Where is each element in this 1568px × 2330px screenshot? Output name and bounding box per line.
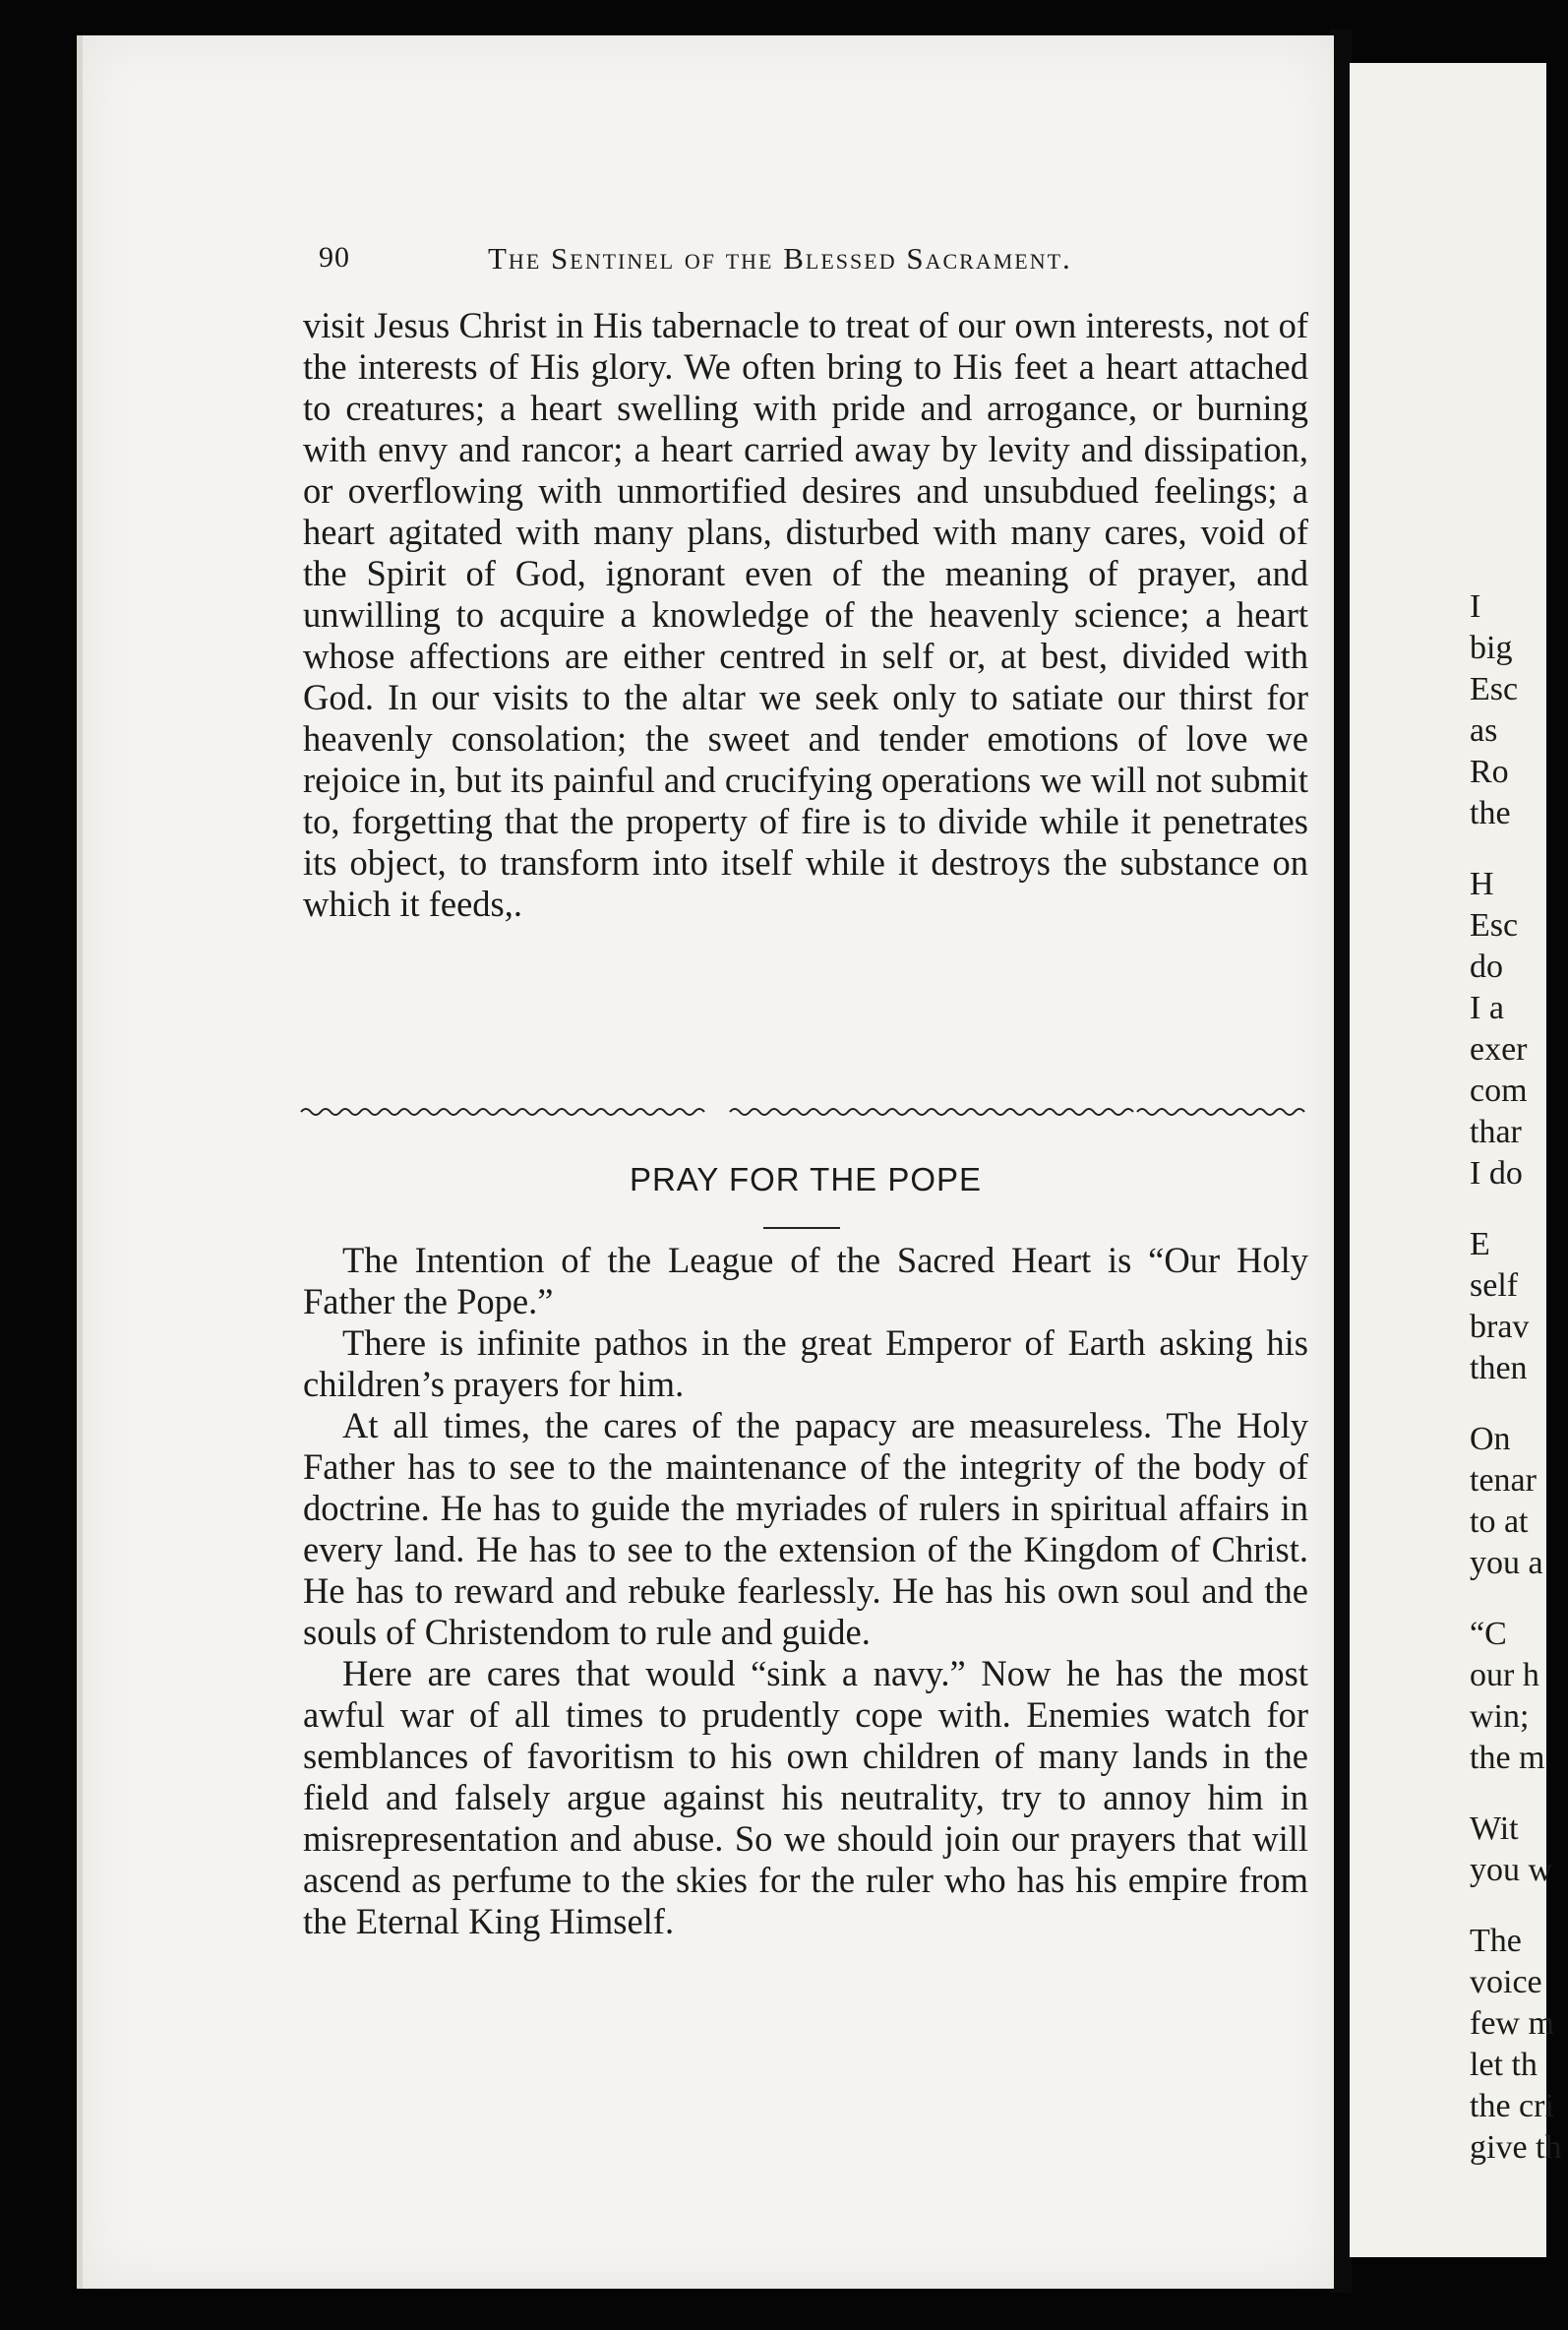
fragment: voice [1470, 1964, 1542, 2000]
fragment: The [1470, 1923, 1522, 1959]
fragment: the m [1470, 1740, 1545, 1776]
article-continuation [303, 305, 1308, 925]
heading-rule [763, 1227, 840, 1229]
page-number: 90 [319, 241, 350, 274]
fragment: tenar [1470, 1462, 1537, 1499]
paragraph: Here are cares that would “sink a navy.” Now he has the most awful war of all times to prudently cope with. Enemies watch for semblances of favoritism to his own children of many lands in the field and falsely argue against his neutrality, try to annoy him in misrepresentation and abuse. So we should join our prayers that will ascend as perfume to the skies for the ruler who has his empire from the Eternal King Himself. [303, 1653, 1308, 1941]
wavy-divider-right [1137, 1104, 1304, 1120]
fragment: you w [1470, 1852, 1553, 1888]
fragment: do [1470, 949, 1503, 985]
fragment: Esc [1470, 671, 1519, 707]
wavy-line [730, 1104, 1133, 1120]
section-body [303, 1240, 1308, 1942]
fragment: brav [1470, 1309, 1530, 1345]
fragment: give th [1470, 2129, 1562, 2166]
wavy-divider-middle [730, 1104, 1133, 1120]
wavy-divider-left [301, 1104, 704, 1120]
paragraph: The Intention of the League of the Sacred Heart is “Our Holy Father the Pope.” [303, 1240, 1308, 1321]
fragment: big [1470, 630, 1513, 666]
running-title: The Sentinel of the Blessed Sacrament. [488, 241, 1072, 276]
fragment: Wit [1470, 1810, 1519, 1847]
section-heading: PRAY FOR THE POPE [629, 1161, 983, 1197]
fragment: the cri [1470, 2088, 1554, 2124]
fragment: self [1470, 1267, 1519, 1304]
fragment: then [1470, 1350, 1528, 1386]
fragment: the [1470, 795, 1511, 831]
fragment: few m [1470, 2005, 1554, 2042]
fragment: On [1470, 1421, 1511, 1457]
fragment: exer [1470, 1031, 1528, 1068]
paragraph: At all times, the cares of the papacy are measureless. The Holy Father has to see to the maintenance of the integrity of the body of doctrine. He has to guide the myriades of rulers in spiritual affairs in every land. He has to see to the extension of the Kingdom of Christ. He has to reward and rebuke fearlessly. He has his own soul and the souls of Christendom to rule and guide. [303, 1405, 1308, 1652]
fragment: thar [1470, 1114, 1522, 1150]
fragment: Esc [1470, 907, 1519, 944]
fragment: our h [1470, 1657, 1539, 1693]
fragment: to at [1470, 1503, 1529, 1540]
fragment: I [1470, 588, 1481, 625]
running-header [242, 241, 1245, 280]
fragment: I do [1470, 1155, 1523, 1192]
fragment: win; [1470, 1698, 1530, 1735]
fragment: I a [1470, 990, 1504, 1026]
fragment: “C [1470, 1616, 1507, 1652]
paragraph: There is infinite pathos in the great Emperor of Earth asking his children’s prayers for him. [303, 1322, 1308, 1404]
fragment: com [1470, 1073, 1528, 1109]
fragment: you a [1470, 1545, 1543, 1581]
facing-page-text [1470, 586, 1568, 2169]
fragment: as [1470, 712, 1498, 749]
fragment: E [1470, 1226, 1490, 1262]
fragment: H [1470, 866, 1494, 902]
wavy-line [1137, 1104, 1304, 1120]
wavy-line [301, 1104, 704, 1120]
fragment: Ro [1470, 754, 1509, 790]
fragment: let th [1470, 2047, 1538, 2083]
paragraph: visit Jesus Christ in His tabernacle to treat of our own interests, not of the interests of His glory. We often bring to His feet a heart attached to creatures; a heart swelling with pride and arrogance, or burning with envy and rancor; a heart carried away by levity and dissipation, or overflowing with unmortified desires and unsubdued feelings; a heart agitated with many plans, disturbed with many cares, void of the Spirit of God, ignorant even of the meaning of prayer, and unwilling to acquire a knowledge of the heavenly science; a heart whose affections are either centred in self or, at best, divided with God. In our visits to the altar we seek only to satiate our thirst for heavenly consolation; the sweet and tender emotions of love we rejoice in, but its painful and crucifying operations we will not submit to, forgetting that the property of fire is to divide while it penetrates its object, to transform into itself while it destroys the substance on which it feeds,. [303, 305, 1308, 924]
